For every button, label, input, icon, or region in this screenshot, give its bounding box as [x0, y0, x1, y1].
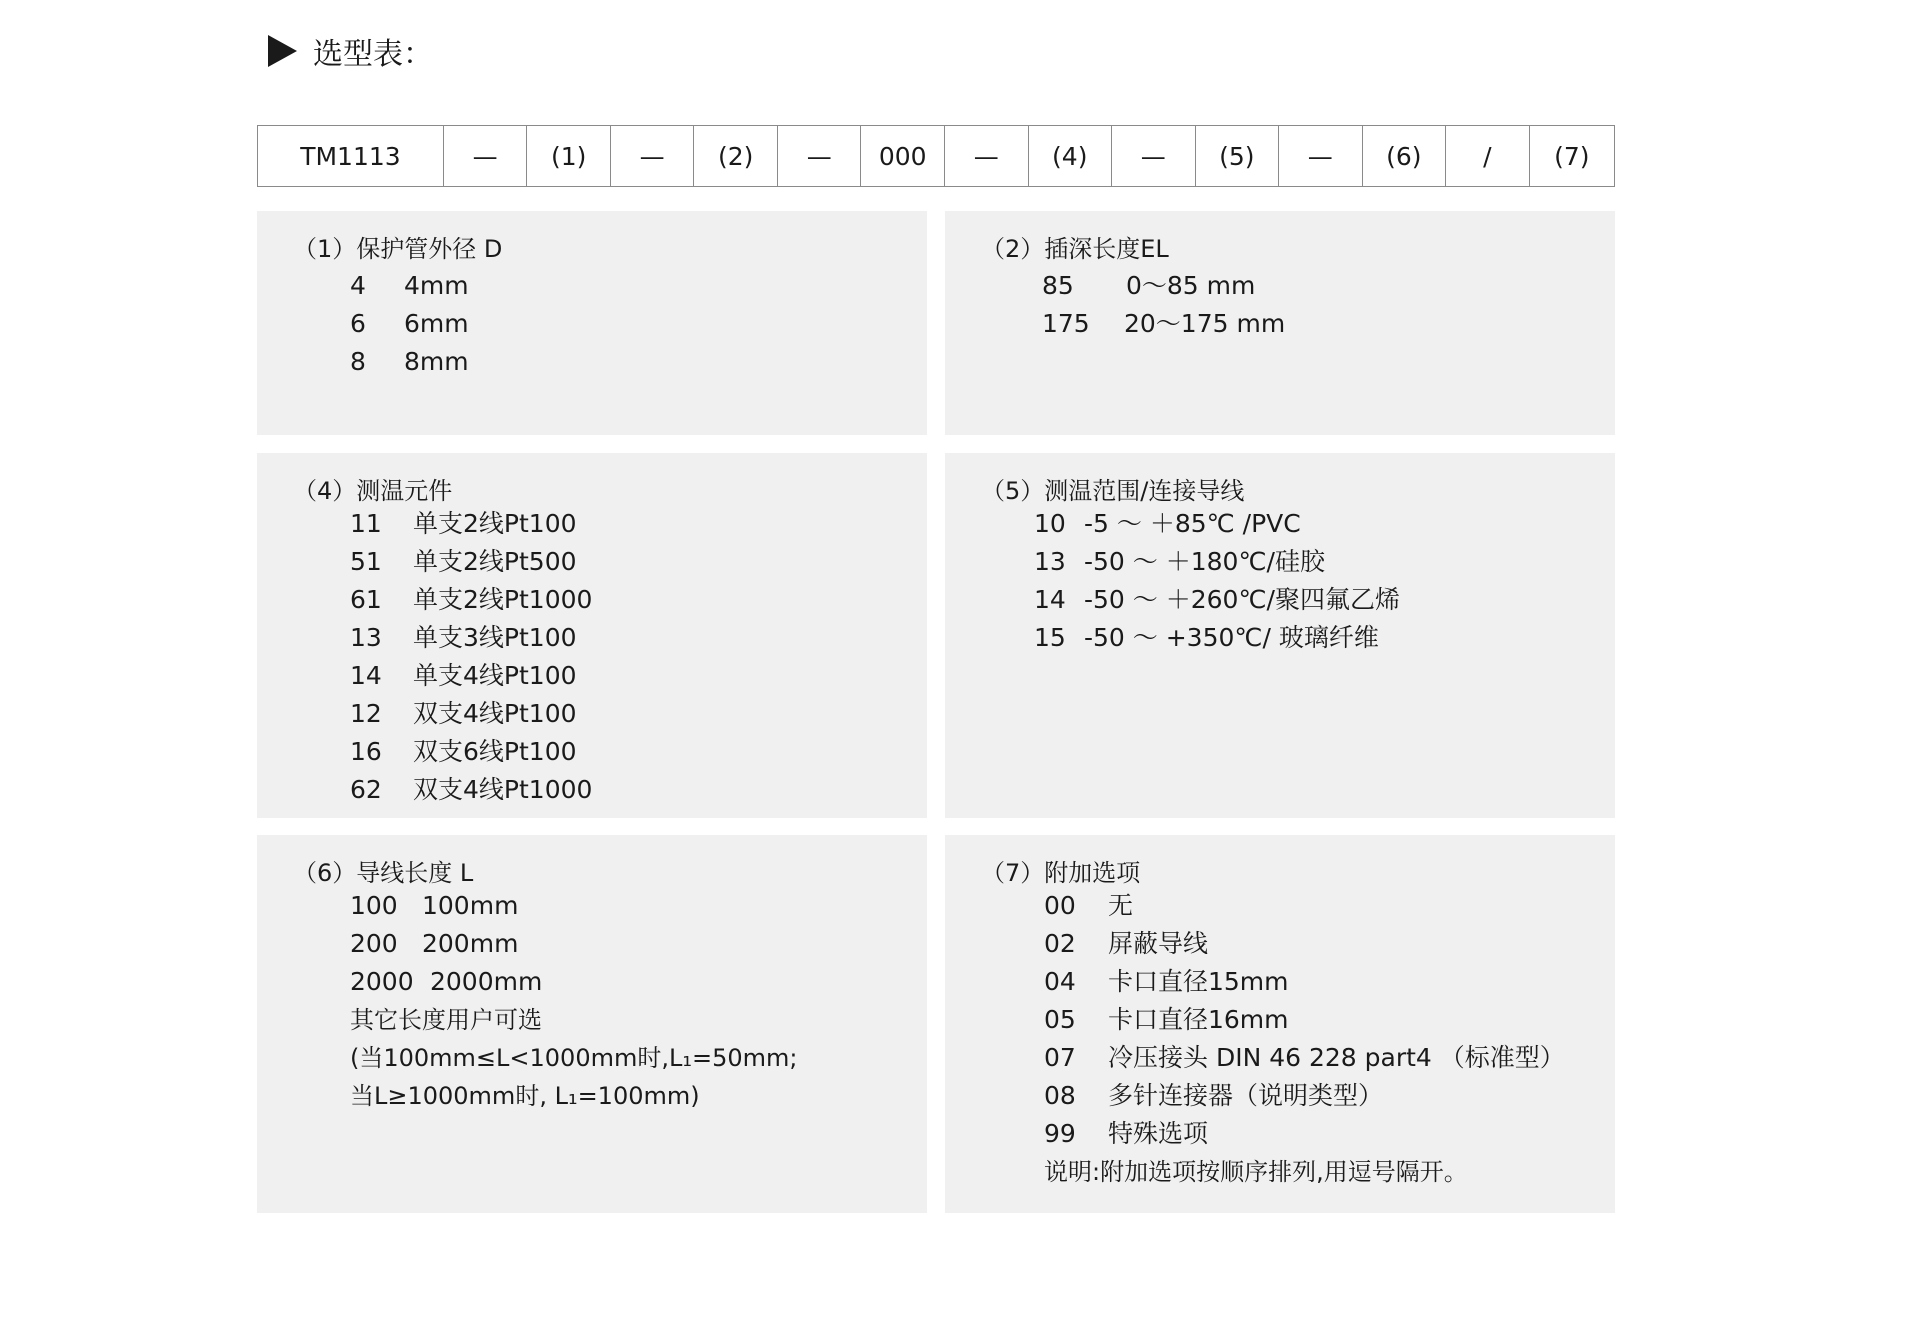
option-code: 175 [1042, 309, 1090, 338]
panel-title: （4）测温元件 [293, 477, 453, 505]
option-desc: 特殊选项 [1108, 1119, 1209, 1148]
option-code: 12 [350, 699, 382, 728]
code-cell-dash: — [777, 126, 861, 186]
option-desc: 200mm [422, 929, 519, 958]
option-desc: -50 ～ ＋180℃/硅胶 [1084, 547, 1325, 576]
code-cell-dash: — [1278, 126, 1362, 186]
code-cell-4: (4) [1028, 126, 1112, 186]
option-desc: 卡口直径16mm [1108, 1005, 1289, 1034]
option-code: 62 [350, 775, 382, 804]
code-cell-slash: / [1445, 126, 1529, 186]
option-desc: 单支2线Pt1000 [413, 585, 593, 614]
note-text: 说明:附加选项按顺序排列,用逗号隔开。 [1044, 1158, 1468, 1186]
note-text: 当L≥1000mm时, L₁=100mm) [350, 1082, 700, 1110]
option-code: 04 [1044, 967, 1076, 996]
option-code: 4 [350, 271, 366, 300]
option-code: 02 [1044, 929, 1076, 958]
play-triangle-icon [268, 35, 297, 67]
option-code: 13 [1034, 547, 1066, 576]
panel-insertion-length [945, 211, 1615, 435]
code-cell-model: TM1113 [300, 141, 401, 171]
panel-lead-length [257, 835, 927, 1213]
panel-outer-diameter [257, 211, 927, 435]
option-desc: 0～85 mm [1126, 271, 1256, 300]
option-code: 15 [1034, 623, 1066, 652]
option-code: 100 [350, 891, 398, 920]
code-cell-dash: — [1111, 126, 1195, 186]
option-desc: 多针连接器（说明类型） [1108, 1081, 1384, 1110]
option-desc: 8mm [404, 347, 469, 376]
panel-sensing-element [257, 453, 927, 818]
panel-temperature-range [945, 453, 1615, 818]
option-code: 05 [1044, 1005, 1076, 1034]
option-code: 10 [1034, 509, 1066, 538]
option-desc: 双支4线Pt100 [413, 699, 577, 728]
option-desc: 2000mm [430, 967, 543, 996]
option-code: 200 [350, 929, 398, 958]
code-cell-1: (1) [526, 126, 610, 186]
panel-title: （1）保护管外径 D [293, 235, 503, 263]
option-desc: -50 ～ +350℃/ 玻璃纤维 [1084, 623, 1379, 652]
heading-title: 选型表： [313, 37, 433, 72]
option-desc: 20～175 mm [1124, 309, 1286, 338]
option-desc: 卡口直径15mm [1108, 967, 1289, 996]
option-code: 61 [350, 585, 382, 614]
option-desc: 无 [1108, 891, 1134, 920]
option-desc: 单支4线Pt100 [413, 661, 577, 690]
code-cell-6: (6) [1362, 126, 1446, 186]
option-code: 00 [1044, 891, 1076, 920]
code-cell-dash: — [443, 126, 527, 186]
panel-title: （2）插深长度EL [981, 235, 1169, 263]
model-code-table [257, 125, 1615, 187]
option-code: 08 [1044, 1081, 1076, 1110]
panel-title: （5）测温范围/连接导线 [981, 477, 1245, 505]
panel-title: （6）导线长度 L [293, 859, 474, 887]
option-code: 11 [350, 509, 382, 538]
panel-title: （7）附加选项 [981, 859, 1141, 887]
option-desc: 屏蔽导线 [1108, 929, 1209, 958]
option-desc: 单支2线Pt500 [413, 547, 577, 576]
code-cell-000: 000 [860, 126, 944, 186]
option-desc: 冷压接头 DIN 46 228 part4 （标准型） [1108, 1043, 1565, 1072]
option-desc: 100mm [422, 891, 519, 920]
code-cell-2: (2) [693, 126, 777, 186]
option-desc: 4mm [404, 271, 469, 300]
option-code: 6 [350, 309, 366, 338]
option-code: 51 [350, 547, 382, 576]
code-cell-7: (7) [1529, 126, 1615, 186]
option-desc: 单支2线Pt100 [413, 509, 577, 538]
option-desc: 6mm [404, 309, 469, 338]
note-text: 其它长度用户可选 [350, 1006, 542, 1034]
code-cell-dash: — [610, 126, 694, 186]
panel-additional-options [945, 835, 1615, 1213]
option-code: 16 [350, 737, 382, 766]
code-cell-dash: — [944, 126, 1028, 186]
option-code: 14 [1034, 585, 1066, 614]
note-text: (当100mm≤L<1000mm时,L₁=50mm; [350, 1044, 798, 1072]
option-desc: 双支4线Pt1000 [413, 775, 593, 804]
option-code: 13 [350, 623, 382, 652]
option-code: 07 [1044, 1043, 1076, 1072]
option-code: 99 [1044, 1119, 1076, 1148]
option-code: 85 [1042, 271, 1074, 300]
option-desc: -5 ～ ＋85℃ /PVC [1084, 509, 1301, 538]
option-code: 2000 [350, 967, 414, 996]
option-code: 8 [350, 347, 366, 376]
section-heading [268, 30, 433, 72]
option-code: 14 [350, 661, 382, 690]
option-desc: -50 ～ ＋260℃/聚四氟乙烯 [1084, 585, 1400, 614]
code-cell-5: (5) [1195, 126, 1279, 186]
option-desc: 单支3线Pt100 [413, 623, 577, 652]
option-desc: 双支6线Pt100 [413, 737, 577, 766]
